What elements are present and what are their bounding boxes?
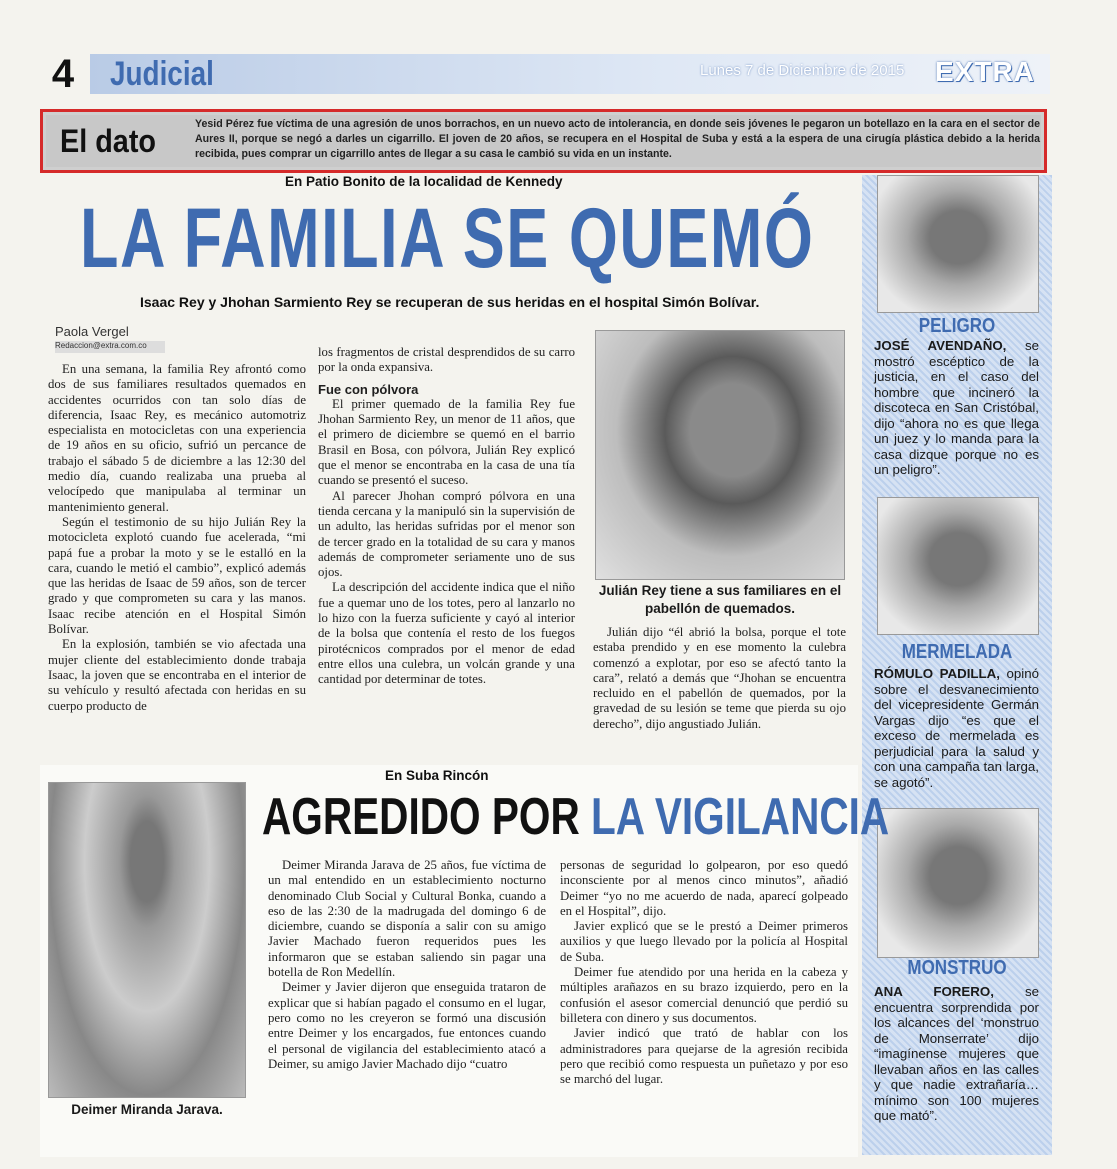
story2-column-2 [560,858,848,1087]
photo-deimer-miranda [48,782,246,1098]
headline-part: LA VIGILANCIA [591,788,890,846]
quote-text: se encuentra sorprendida por los alcances del ‘monstruo de Monserrate’ dijo “imagínense mujeres que llevaban años en las calles y que nadie extrañaría… mínimo son 100 mujeres que mató”. [874,984,1039,1123]
quote-text: se mostró escéptico de la justicia, en el caso del hombre que incineró la discoteca en San Cristóbal, dijo “ahora no es que llega un juez y lo manda para la casa dizque porque no es un peligro”. [874,338,1039,477]
photo-caption: Julián Rey tiene a sus familiares en el pabellón de quemados. [598,583,842,616]
photo-julian-rey [595,330,845,580]
el-dato-label: El dato [60,123,157,159]
headline-part: AGREDIDO POR [262,788,580,846]
section-title: Judicial [110,55,214,93]
sidebar-tag: MONSTRUO [907,957,1007,979]
story1-column-1 [48,362,306,714]
paragraph: los fragmentos de cristal desprendidos de su carro por la onda expansiva. [318,345,575,375]
story1-column-3 [593,625,846,732]
photo-caption: Deimer Miranda Jarava. [71,1102,223,1117]
story1-headline: LA FAMILIA SE QUEMÓ [80,191,815,285]
sidebar-quote [874,338,1039,478]
quote-name: ANA FORERO, [874,984,994,999]
paragraph: personas de seguridad lo golpearon, por eso quedó inconsciente por al menos cinco minutos”, añadió Deimer “yo no me acuerdo de nada, aparecí golpeado en el Hospital”, dijo. [560,858,848,918]
brand-logo: EXTRA [935,56,1035,87]
el-dato-text: Yesid Pérez fue víctima de una agresión de unos borrachos, en un nuevo acto de intolerancia, en donde seis jóvenes le pegaron un botellazo en la cara en el sector de Aures II, porque se negó a darles un cigarrillo. El joven de 20 años, se recupera en el Hospital de Suba y está a la espera de una cirugía plástica debido a la herida recibida, pues comprar un cigarrillo antes de llegar a su casa le cambió su vida en un instante. [195,118,1040,160]
page-number: 4 [51,52,75,96]
quote-name: JOSÉ AVENDAÑO, [874,338,1007,353]
paragraph: Al parecer Jhohan compró pólvora en una tienda cercana y la manipuló sin la supervisión de un adulto, las heridas sufridas por el menor son de tercer grado en la totalidad de su cara y manos además de comprometer seriamente uno de sus ojos. [318,488,575,580]
quote-text: opinó sobre el desvanecimiento del vicepresidente Germán Vargas dijo “es que el exceso de mermelada es perjudicial para la salud y con una campaña tan larga, se agotó”. [874,666,1039,790]
paragraph: En una semana, la familia Rey afrontó como dos de sus familiares resultados quemados en accidentes ocurridos con tan solo días de diferencia, Isaac Rey, es mecánico automotriz especialista en motocicletas con una experiencia de 19 años en su oficio, sufrió un percance de trabajo el sábado 5 de diciembre a las 12:30 del medio día, cuando realizaba una prueba al velocípedo que manipulaba al terminar un mantenimiento general. [48,362,306,514]
paragraph: El primer quemado de la familia Rey fue Jhohan Sarmiento Rey, un menor de 11 años, que el primero de diciembre se quemó en el barrio Brasil en Bosa, con pólvora, Julián Rey explicó que el menor se encontraba en la casa de una tía cuando se presentó el suceso. [318,396,575,488]
story1-column-2 [318,345,575,688]
issue-date: Lunes 7 de Diciembre de 2015 [700,62,905,79]
paragraph: Julián dijo “él abrió la bolsa, porque el tote estaba prendido y en ese momento la culebra comenzó a explotar, por eso se afectó tanto la cara”, relató a demás que “Jhohan se encuentra recluido en el pabellón de quemados, por la gravedad de su lesión se teme que pierda su ojo derecho”, dijo angustiado Julián. [593,625,846,731]
sidebar-quote [874,666,1039,790]
story2-column-1 [268,858,546,1072]
portrait-romulo-padilla [877,497,1039,635]
byline-email: Redaccion@extra.com.co [55,341,165,353]
story2-headline [262,782,889,852]
paragraph: La descripción del accidente indica que el niño fue a quemar uno de los totes, pero al lanzarlo no lo hizo con la fuerza suficiente y cayó al interior de la bolsa que contenía el resto de los fuegos pirotécnicos comprados por el menor de edad entre ellos una culebra, un volcán grande y una cantidad por determinar de totes. [318,580,575,687]
sidebar-tag: MERMELADA [901,641,1013,663]
quote-name: RÓMULO PADILLA, [874,666,1000,681]
portrait-ana-forero [877,808,1039,958]
story1-subhead: Isaac Rey y Jhohan Sarmiento Rey se recuperan de sus heridas en el hospital Simón Bolívar. [140,294,760,310]
sidebar-quote [874,984,1039,1124]
paragraph: Según el testimonio de su hijo Julián Rey la motocicleta explotó cuando fue acelerada, “mi papá fue a probar la moto y se le estalló en la cara, cuando le metió el cambio”, explicó además que las heridas de Isaac de 59 años, son de tercer grado y que comprometen su cara y las manos. Isaac recibe atención en el Hospital Simón Bolívar. [48,514,306,637]
paragraph: En la explosión, también se vio afectada una mujer cliente del establecimiento donde trabaja Isaac, la joven que se encontraba en el interior de su vehículo y resultó afectada con heridas en su cuerpo producto de [48,637,306,713]
paragraph: Javier explicó que se le prestó a Deimer primeros auxilios y que luego llevado por la policía al Hospital de Suba. [560,919,848,964]
byline: Paola Vergel [55,324,129,339]
sidebar-tag: PELIGRO [918,315,996,337]
paragraph: Deimer y Javier dijeron que enseguida trataron de explicar que si habían pagado el consumo en el lugar, pero como no les creyeron se formó una discusión entre Deimer y los encargados, fue entonces cuando el personal de vigilancia del establecimiento atacó a Deimer, su amigo Javier Machado dijo “cuatro [268,980,546,1071]
paragraph: Deimer Miranda Jarava de 25 años, fue víctima de un mal entendido en un establecimiento nocturno denominado Club Social y Cultural Bonka, cuando a eso de las 2:30 de la madrugada del domingo 6 de diciembre, cuando se disponía a salir con su amigo Javier Machado fueron requeridos pues les informaron que se estaban saliendo sin pagar una botella de Ron Medellín. [268,858,546,980]
paragraph: Deimer fue atendido por una herida en la cabeza y múltiples arañazos en su brazo izquierdo, pero en la confusión el asesor comercial denunció que perdió su billetera con dinero y sus documentos. [560,965,848,1025]
story1-kicker: En Patio Bonito de la localidad de Kennedy [285,174,563,189]
portrait-jose-avendano [877,175,1039,313]
subheading: Fue con pólvora [318,381,419,397]
header-bar [90,54,1050,94]
story2-kicker: En Suba Rincón [385,768,489,783]
paragraph: Javier indicó que trató de hablar con los administradores para quejarse de la agresión recibida pero que recibió como respuesta un puñetazo y por eso se marchó del lugar. [560,1026,848,1087]
